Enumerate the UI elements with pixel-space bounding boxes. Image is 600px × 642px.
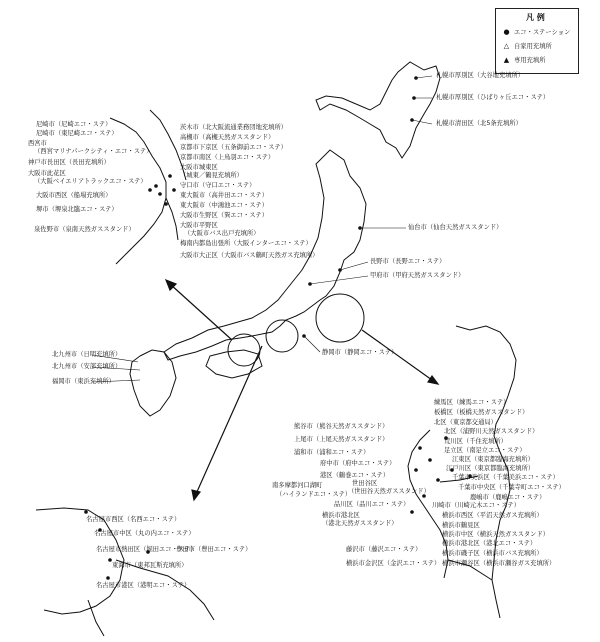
legend-item-dedicated: ▲ 専用充填所 <box>503 56 546 64</box>
label-chubu: 甲府市（甲府天然ガススタンド） <box>370 272 465 279</box>
label-kanto: 熊谷市（熊谷天然ガススタンド） <box>294 423 389 430</box>
label-kanto: 品川区（品川エコ・ステ） <box>334 501 410 508</box>
label-kansai: （大阪市バス出戸充填所） <box>184 230 260 237</box>
label-kanto: 横浜市金沢区（金沢エコ・ステ） <box>346 560 441 567</box>
label-kanto: 南多摩都河口湖町 <box>272 482 323 489</box>
label-kanto: 横浜市瀬谷区（横浜市瀬谷ガス充填所） <box>442 560 556 567</box>
label-kyushu: 北九州市（日明充填所） <box>52 351 122 358</box>
label-shizuoka: 静岡市（静岡エコ・ステ） <box>322 349 398 356</box>
label-kansai: 梅南内都島出張所（大阪インターエコ・ステ） <box>180 240 312 247</box>
circle-kanto-link <box>316 294 364 342</box>
label-kansai: （西宮マリナパークシティ・エコ・ステ） <box>34 148 153 155</box>
label-kansai: 高槻市（高槻天然ガススタンド） <box>180 134 275 141</box>
label-hokkaido: 札幌市清田区（北5条充填所） <box>436 120 522 127</box>
label-kansai: 東大阪市（高井田エコ・ステ） <box>180 192 269 199</box>
kanto-inset-coast <box>408 326 516 618</box>
label-kansai: 京都市南区（上鳥羽エコ・ステ） <box>180 154 275 161</box>
label-kanto: 荒川区（千住充填所） <box>444 438 507 445</box>
label-kansai: 尼崎市（尼崎エコ・ステ） <box>36 121 112 128</box>
label-hokkaido: 札幌市厚別区（大谷地充填所） <box>436 72 525 79</box>
label-kanto: 江戸川区（東京都臨海充填所） <box>446 465 535 472</box>
label-kanto: 北区（浦野川天然ガススタンド） <box>444 428 539 435</box>
label-kanto: 横浜市西区（平沼天然ガス充填所） <box>442 512 543 519</box>
hokkaido-outline <box>316 62 440 158</box>
label-kansai: 茨木市（北大阪流通業務団地充填所） <box>180 124 288 131</box>
label-kanto: 板橋区（板橋天然ガススタンド） <box>434 409 529 416</box>
label-kanto: 千葉市中央区（千葉寺町エコ・ステ） <box>458 484 565 491</box>
label-kansai: 大阪市大正区（大阪市バス鶴町天然ガス充填所） <box>180 252 319 259</box>
label-kanto: （港北天然ガススタンド） <box>322 520 398 527</box>
label-kansai: 神戸市長田区（長田充填所） <box>28 159 110 166</box>
label-kanto: 千葉市美浜区（千葉美浜エコ・ステ） <box>452 474 559 481</box>
label-kansai: 大阪市此花区 <box>28 170 66 177</box>
chukyo-inset-coast <box>36 508 214 636</box>
label-kansai: 西宮市 <box>28 140 47 147</box>
label-tohoku: 仙台市（仙台天然ガススタンド） <box>408 224 503 231</box>
label-kansai: 堺市（堺泉北臨エコ・ステ） <box>36 206 118 213</box>
label-kanto: 鹿嶋市（鹿嶋エコ・ステ） <box>470 494 546 501</box>
label-kanto: 浦和市（浦和エコ・ステ） <box>294 449 370 456</box>
label-kyushu: 福岡市（東浜充填所） <box>52 378 115 385</box>
label-kanto: 府中市（府中エコ・ステ） <box>320 460 396 467</box>
label-kyushu: 北九州市（安部充填所） <box>52 363 122 370</box>
label-hokkaido: 札幌市厚別区（ひばりヶ丘エコ・ステ） <box>436 94 550 101</box>
label-kanto: 横浜市港北区（港北エコ・ステ） <box>442 540 537 547</box>
label-kanto: 横浜市中区（横浜天然ガススタンド） <box>442 531 550 538</box>
label-chukyo: 名古屋市熱田区（堀田エコ・ステ） <box>96 546 197 553</box>
label-kanto: 横浜市港北区 <box>322 512 360 519</box>
label-chukyo: 豊田市（豊田エコ・ステ） <box>176 546 252 553</box>
circle-chukyo-link <box>266 320 298 352</box>
label-kansai: 大阪市西区（船場充填所） <box>36 192 112 199</box>
label-chukyo: 名古屋市西区（名西エコ・ステ） <box>86 516 181 523</box>
legend-title: 凡 例 <box>526 13 545 22</box>
label-kanto: 練馬区（練馬エコ・ステ） <box>434 399 510 406</box>
label-kanto: 世田谷区 <box>352 480 378 487</box>
label-kanto: 横浜市鶴見区 <box>442 522 480 529</box>
label-kansai: 大阪市生野区（巽エコ・ステ） <box>180 212 269 219</box>
legend-item-eco: ● エコ・ステーション <box>503 28 571 36</box>
legend <box>495 8 579 74</box>
label-kanto: 江東区（東京都臨海充填所） <box>452 456 534 463</box>
label-chubu: 長野市（長野エコ・ステ） <box>370 258 446 265</box>
label-kansai: （大阪ベイエリアトラックエコ・ステ） <box>34 178 147 185</box>
label-kanto: （ハイランドエコ・ステ） <box>276 491 352 498</box>
label-chukyo: 名古屋市港区（港明エコ・ステ） <box>96 582 191 589</box>
label-kansai: 大阪市平野区 <box>180 222 218 229</box>
label-kansai: 守口市（守口エコ・ステ） <box>180 182 256 189</box>
label-kansai: 泉佐野市（泉南天然ガススタンド） <box>34 226 135 233</box>
label-kanto: 藤沢市（藤沢エコ・ステ） <box>346 546 422 553</box>
label-kanto: （世田谷天然ガススタンド） <box>348 488 430 495</box>
label-kanto: 港区（鶴巻エコ・ステ） <box>320 472 390 479</box>
label-kanto: 上尾市（上尾天然ガススタンド） <box>294 436 389 443</box>
label-kansai: （城東／鶴見充填所） <box>180 172 243 179</box>
label-kansai: 尼崎市（東尼崎エコ・ステ） <box>36 130 118 137</box>
label-chukyo: 名古屋市中区（丸の内エコ・ステ） <box>94 530 195 537</box>
label-chukyo: 東海市（東邦瓦斯充填所） <box>112 562 188 569</box>
label-kansai: 東大阪市（中鴻池エコ・ステ） <box>180 202 269 209</box>
label-kanto: 横浜市磯子区（横浜市バス充填所） <box>442 550 543 557</box>
label-kanto: 足立区（南足立エコ・ステ） <box>444 447 526 454</box>
label-kanto: 北区（東京都交通局） <box>434 419 497 426</box>
kansai-inset-coast <box>110 110 186 264</box>
label-kansai: 京都市下京区（五条御前エコ・ステ） <box>180 144 287 151</box>
label-kansai: 大阪市城東区 <box>180 164 218 171</box>
label-kanto: 川崎市（川崎元木エコ・ステ） <box>432 502 521 509</box>
legend-item-private: △ 自家用充填所 <box>503 42 552 50</box>
